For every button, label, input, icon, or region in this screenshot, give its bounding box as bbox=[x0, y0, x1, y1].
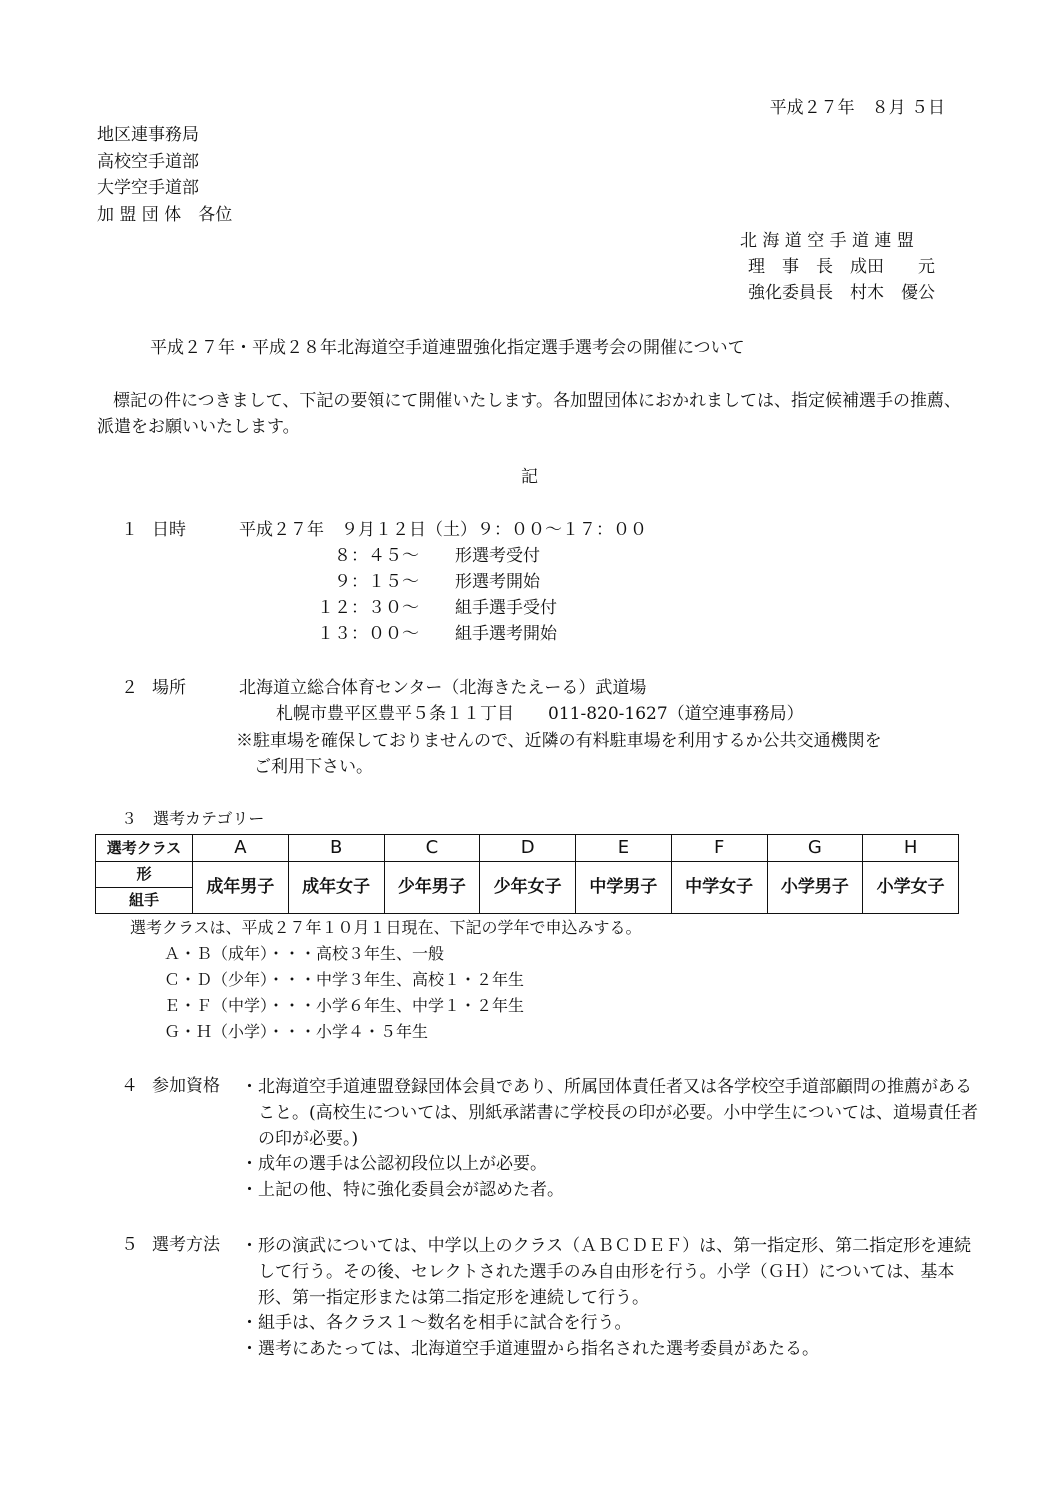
class-header: E bbox=[576, 835, 672, 862]
intro-paragraph: 標記の件につきまして、下記の要領にて開催いたします。各加盟団体におかれましては、指定候補選手の推薦、派遣をお願いいたします。 bbox=[97, 391, 961, 437]
class-header: F bbox=[671, 835, 767, 862]
table-corner-cell: 選考クラス bbox=[96, 835, 193, 862]
document-title: 平成２７年・平成２８年北海道空手道連盟強化指定選手選考会の開催について bbox=[150, 338, 745, 358]
section-1-label: 日時 bbox=[152, 520, 186, 540]
class-value: 中学男子 bbox=[576, 862, 672, 914]
eligibility-item: ・北海道空手道連盟登録団体会員であり、所属団体責任者又は各学校空手道部顧問の推薦があること。(高校生については、別紙承諾書に学校長の印が必要。小中学生については、道場責任者の印が必要。) bbox=[241, 1077, 978, 1149]
category-table bbox=[95, 834, 959, 914]
class-grade-item: Ｅ・Ｆ（中学）・・・小学６年生、中学１・２年生 bbox=[164, 996, 525, 1015]
document-date: 平成２７年 ８月 ５日 bbox=[769, 98, 945, 118]
section-4-number: ４ bbox=[121, 1076, 138, 1096]
schedule-time: ９：１５～ bbox=[334, 572, 419, 592]
class-header: D bbox=[480, 835, 576, 862]
section-1-number: １ bbox=[121, 520, 138, 540]
row-label-kumite: 組手 bbox=[96, 888, 193, 914]
class-value: 成年男子 bbox=[193, 862, 289, 914]
sender-chair: 理 事 長 成田 元 bbox=[748, 257, 935, 277]
schedule-event: 組手選手受付 bbox=[455, 598, 557, 618]
class-value: 成年女子 bbox=[288, 862, 384, 914]
section-3-heading: ３ 選考カテゴリー bbox=[121, 809, 265, 828]
class-value: 小学女子 bbox=[863, 862, 959, 914]
eligibility-item: ・上記の他、特に強化委員会が認めた者。 bbox=[241, 1180, 564, 1200]
class-grade-item: Ｇ・Ｈ（小学）・・・小学４・５年生 bbox=[164, 1022, 429, 1041]
class-value: 小学男子 bbox=[767, 862, 863, 914]
recipient-1: 地区連事務局 bbox=[97, 125, 199, 145]
row-label-kata: 形 bbox=[96, 862, 193, 888]
venue-address: 札幌市豊平区豊平５条１１丁目 011-820-1627（道空連事務局） bbox=[276, 704, 804, 724]
parking-note-continued: ご利用下さい。 bbox=[254, 757, 373, 777]
class-value: 少年男子 bbox=[384, 862, 480, 914]
class-value: 中学女子 bbox=[671, 862, 767, 914]
schedule-time: １３：００～ bbox=[317, 624, 419, 644]
class-header: C bbox=[384, 835, 480, 862]
class-grade-item: Ａ・Ｂ（成年）・・・高校３年生、一般 bbox=[164, 944, 445, 963]
section-5-label: 選考方法 bbox=[152, 1235, 220, 1255]
class-grade-item: Ｃ・Ｄ（少年）・・・中学３年生、高校１・２年生 bbox=[164, 970, 525, 989]
class-header: H bbox=[863, 835, 959, 862]
class-note: 選考クラスは、平成２７年１０月１日現在、下記の学年で申込みする。 bbox=[130, 918, 642, 937]
recipient-2: 高校空手道部 bbox=[97, 152, 199, 172]
schedule-event: 形選考受付 bbox=[455, 546, 540, 566]
eligibility-item: ・成年の選手は公認初段位以上が必要。 bbox=[241, 1154, 547, 1174]
class-value: 少年女子 bbox=[480, 862, 576, 914]
table-header-row bbox=[96, 835, 959, 862]
method-item: ・組手は、各クラス１～数名を相手に試合を行う。 bbox=[241, 1313, 632, 1333]
section-4-label: 参加資格 bbox=[152, 1076, 220, 1096]
class-header: B bbox=[288, 835, 384, 862]
section-5-number: ５ bbox=[121, 1235, 138, 1255]
class-header: A bbox=[193, 835, 289, 862]
section-2-label: 場所 bbox=[152, 678, 186, 698]
schedule-time: １２：３０～ bbox=[317, 598, 419, 618]
table-row bbox=[96, 862, 959, 888]
section-2-number: ２ bbox=[121, 678, 138, 698]
schedule-event: 組手選考開始 bbox=[455, 624, 557, 644]
ki-heading: 記 bbox=[521, 467, 538, 487]
sender-org: 北 海 道 空 手 道 連 盟 bbox=[740, 231, 914, 251]
parking-note: ※駐車場を確保しておりませんので、近隣の有料駐車場を利用するか公共交通機関を bbox=[236, 731, 882, 751]
class-header: G bbox=[767, 835, 863, 862]
method-item: ・形の演武については、中学以上のクラス（ＡＢＣＤＥＦ）は、第一指定形、第二指定形を連続して行う。その後、セレクトされた選手のみ自由形を行う。小学（ＧＨ）については、基本形、第一指定形または第二指定形を連続して行う。 bbox=[241, 1236, 972, 1308]
sender-committee: 強化委員長 村木 優公 bbox=[748, 283, 935, 303]
schedule-time: ８：４５～ bbox=[334, 546, 419, 566]
venue-name: 北海道立総合体育センター（北海きたえーる）武道場 bbox=[239, 678, 647, 698]
section-1-datetime: 平成２７年 ９月１２日（土）９：００～１７：００ bbox=[239, 520, 647, 540]
recipient-3: 大学空手道部 bbox=[97, 178, 199, 198]
schedule-event: 形選考開始 bbox=[455, 572, 540, 592]
method-item: ・選考にあたっては、北海道空手道連盟から指名された選考委員があたる。 bbox=[241, 1339, 819, 1359]
recipient-4: 加 盟 団 体 各位 bbox=[97, 205, 233, 225]
